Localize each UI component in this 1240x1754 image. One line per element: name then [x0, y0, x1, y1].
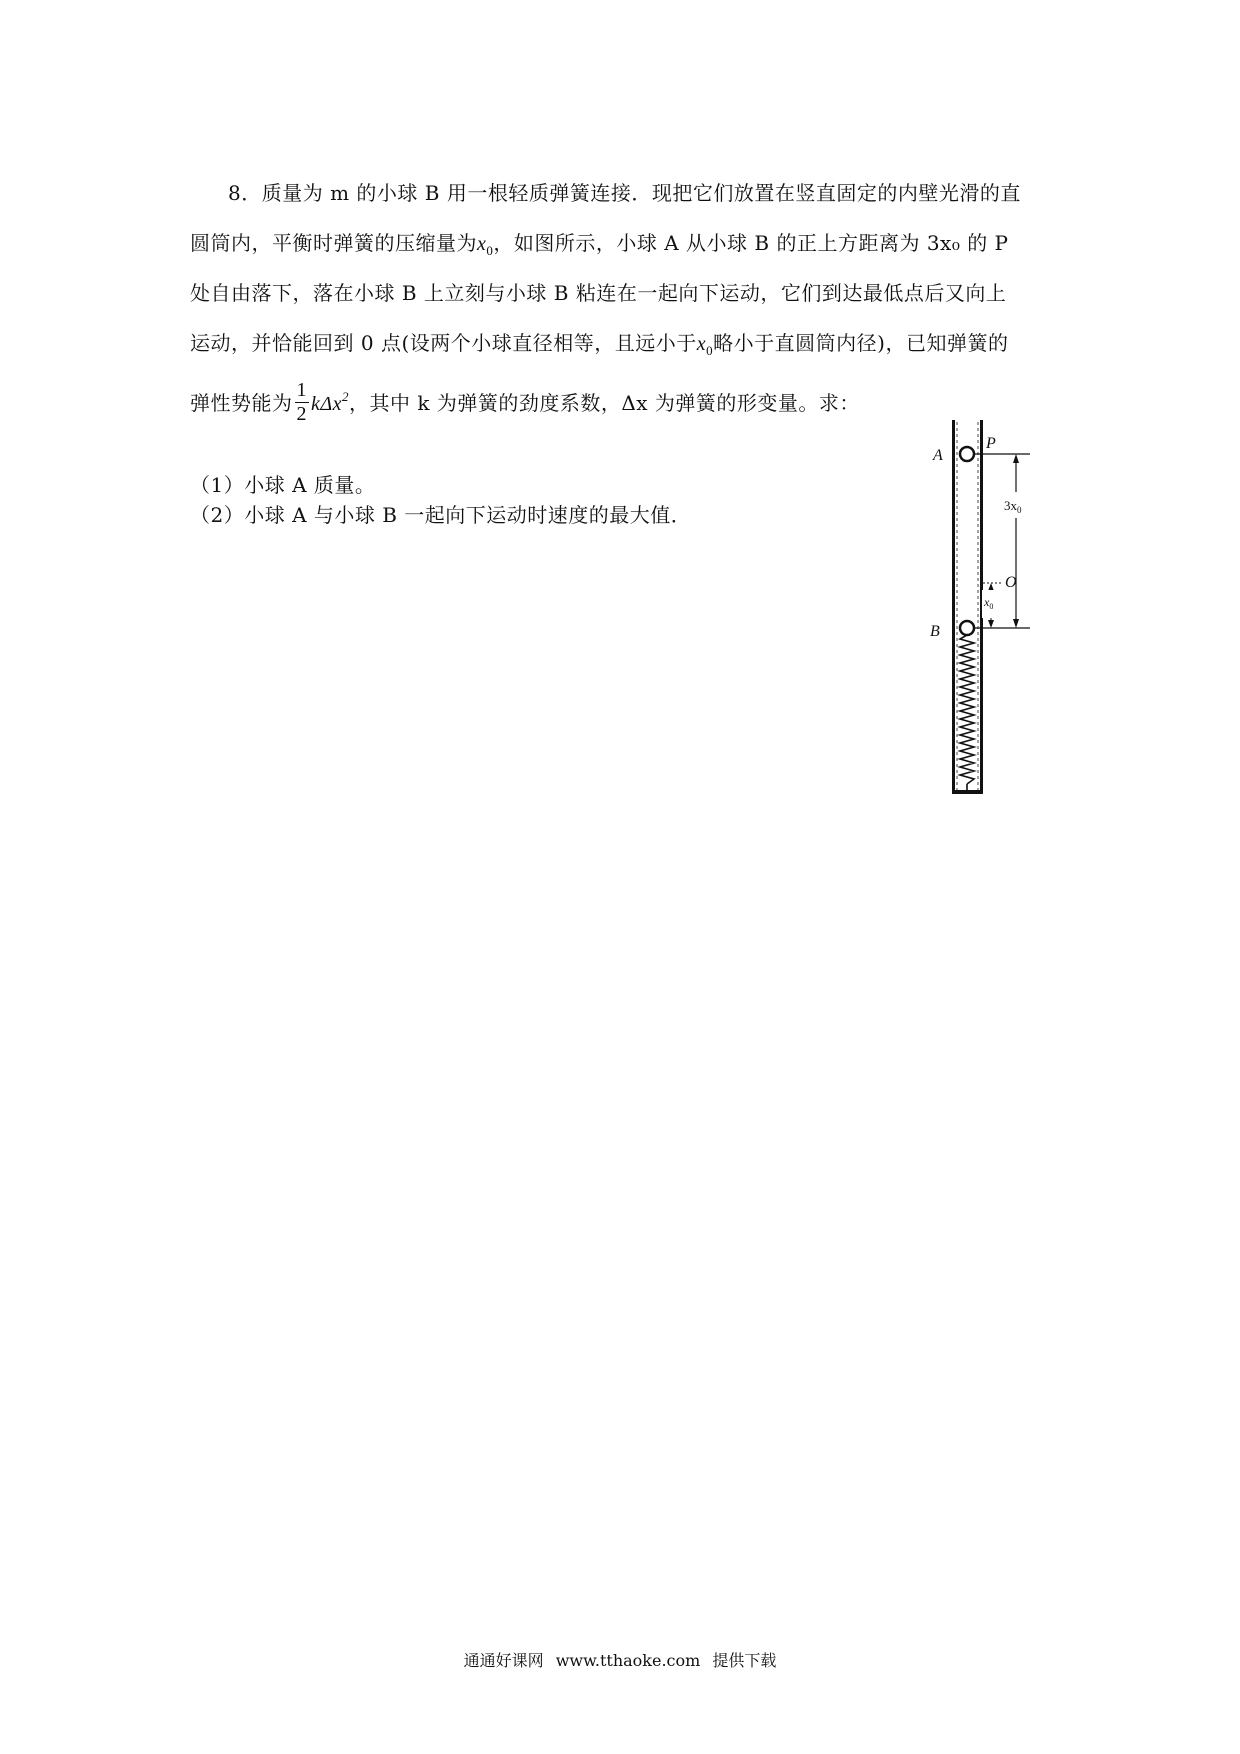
page-footer: [0, 1648, 1240, 1671]
label-p: P: [986, 435, 996, 452]
formula-dx: $\Delta x^2$: [320, 389, 350, 415]
spring: [960, 635, 974, 784]
fraction-half: $\frac{1}{2}$: [296, 379, 307, 425]
var-x0: $x_0$: [477, 233, 494, 258]
tube-spring-figure: [930, 410, 1060, 802]
problem-line-4: 运动，并恰能回到 0 点(设两个小球直径相等，且远小于$x_0$略小于直圆筒内径)，已知弹簧的: [190, 331, 1009, 358]
label-x0: $x_0$: [984, 595, 994, 611]
question-2: （2）小球 A 与小球 B 一起向下运动时速度的最大值．: [190, 503, 692, 527]
label-o: O: [1005, 574, 1017, 591]
ball-a: [960, 447, 974, 461]
label-a: A: [933, 447, 943, 464]
footer-url[interactable]: www.tthaoke.com: [555, 1651, 701, 1670]
problem-line-1: 8．质量为 m 的小球 B 用一根轻质弹簧连接．现把它们放置在竖直固定的内壁光滑的直: [228, 181, 1021, 205]
label-b: B: [930, 623, 940, 640]
tube-base: [952, 790, 983, 794]
problem-number: 8．: [228, 181, 262, 205]
problem-line-5: 弹性势能为 $\frac{1}{2}$ kΔx$^2$，其中 k 为弹簧的劲度系数，Δx 为弹簧的形变量。求：: [190, 379, 860, 425]
problem-line-2: 圆筒内，平衡时弹簧的压缩量为$x_0$，如图所示，小球 A 从小球 B 的正上方距离为 3x₀ 的 P: [190, 231, 1009, 258]
tube-left-wall: [952, 420, 955, 792]
ball-b: [960, 621, 974, 635]
footer-site-name: 通通好课网: [463, 1651, 544, 1670]
formula-k: k: [311, 393, 321, 415]
var-x0-2: $x_0$: [696, 333, 714, 358]
label-3x0: $3x_0$: [1004, 498, 1022, 515]
question-1: （1）小球 A 质量。: [190, 473, 376, 497]
problem-line-3: 处自由落下，落在小球 B 上立刻与小球 B 粘连在一起向下运动，它们到达最低点后又向上: [190, 281, 1007, 305]
footer-suffix: 提供下载: [712, 1651, 777, 1670]
